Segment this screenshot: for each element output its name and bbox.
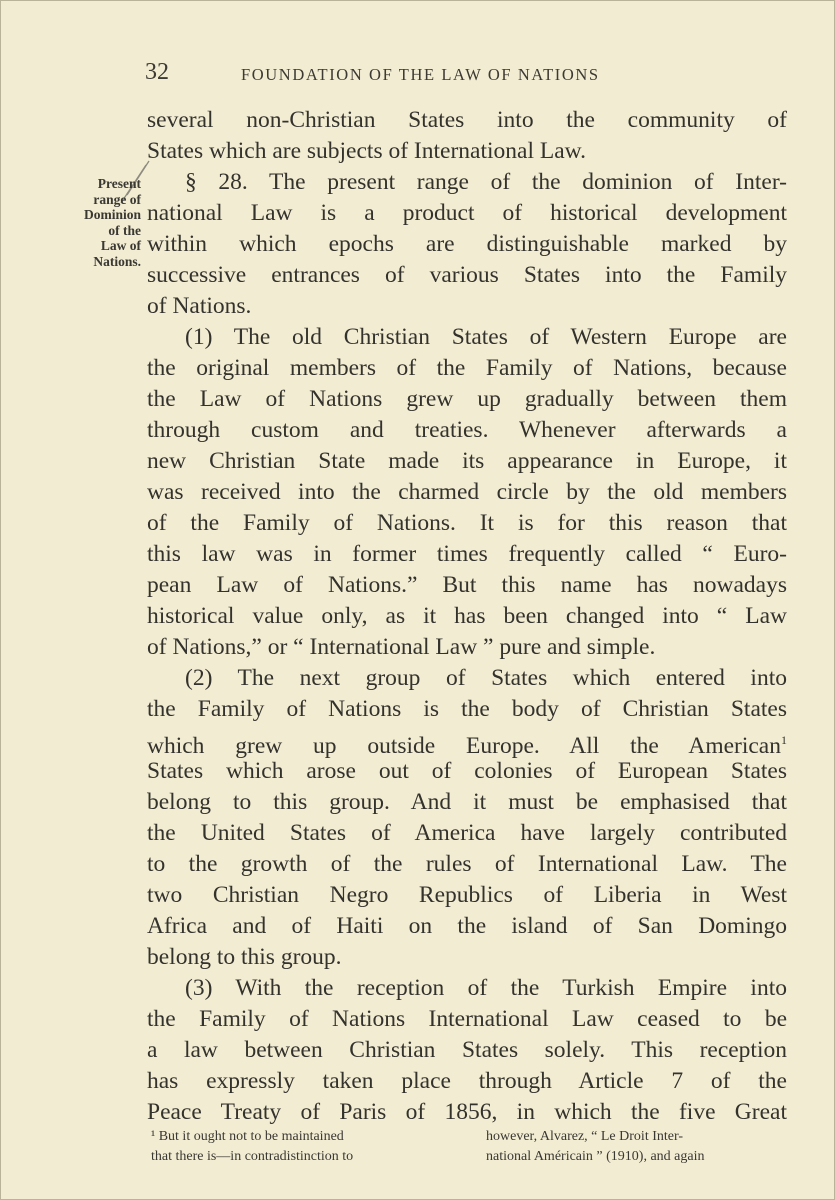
margin-note-line: range of: [93, 191, 141, 207]
text-line: within which epochs are distinguishable marked by: [147, 231, 787, 257]
text-line: (2) The next group of States which entered into: [185, 665, 787, 691]
text-line: national Law is a product of historical development: [147, 200, 787, 226]
text-line: the Family of Nations International Law ceased to be: [147, 1006, 787, 1032]
running-head: FOUNDATION OF THE LAW OF NATIONS: [241, 65, 600, 84]
text-line: successive entrances of various States into the Family: [147, 262, 787, 288]
text-line: historical value only, as it has been changed into “ Law: [147, 603, 787, 629]
margin-note-line: of the: [108, 222, 141, 238]
text-line: (1) The old Christian States of Western Europe are: [185, 324, 787, 350]
text-line: of the Family of Nations. It is for this reason that: [147, 510, 787, 536]
margin-note-line: Present: [97, 176, 141, 191]
text-line: the Law of Nations grew up gradually between them: [147, 386, 787, 412]
text-line: of Nations,” or “ International Law ” pure and simple.: [147, 634, 656, 660]
text-line: States which arose out of colonies of European States: [147, 758, 787, 784]
text-line: pean Law of Nations.” But this name has nowadays: [147, 572, 787, 598]
text-line: to the growth of the rules of International Law. The: [147, 851, 787, 877]
text-line: (3) With the reception of the Turkish Empire into: [185, 975, 787, 1001]
text-line: of Nations.: [147, 293, 252, 319]
footnote-reference: 1: [781, 733, 787, 747]
margin-note-line: Dominion: [83, 207, 141, 222]
text-line: this law was in former times frequently called “ Euro-: [147, 541, 787, 567]
text-line: has expressly taken place through Article 7 of the: [147, 1068, 787, 1094]
text-line: belong to this group. And it must be emphasised that: [147, 789, 787, 815]
text-line: Peace Treaty of Paris of 1856, in which the five Great: [147, 1099, 787, 1125]
footnote-line: ¹ But it ought not to be maintained: [151, 1129, 344, 1144]
text-line: States which are subjects of International Law.: [147, 138, 586, 164]
text-line: two Christian Negro Republics of Liberia in West: [147, 882, 787, 908]
text-line: the United States of America have largely contributed: [147, 820, 787, 846]
page-header: [141, 57, 791, 89]
text-line-content: which grew up outside Europe. All the American: [147, 733, 781, 759]
section-heading-line: § 28. The present range of the dominion of Inter-: [185, 169, 787, 195]
footnote-column-right: [486, 1127, 796, 1167]
text-line: the original members of the Family of Nations, because: [147, 355, 787, 381]
margin-note-line: Nations.: [93, 253, 141, 269]
footnote-column-left: [151, 1127, 461, 1167]
text-line: belong to this group.: [147, 944, 342, 970]
page-number: 32: [145, 59, 169, 85]
margin-note-line: Law of: [100, 238, 141, 253]
footnote-line: that there is—in contradistinction to: [151, 1149, 354, 1164]
text-line: several non-Christian States into the community of: [147, 107, 787, 133]
body-text: [147, 105, 787, 1128]
text-line: through custom and treaties. Whenever afterwards a: [147, 417, 787, 443]
text-line: Africa and of Haiti on the island of San Domingo: [147, 913, 787, 939]
footnote-line: however, Alvarez, “ Le Droit Inter-: [486, 1129, 684, 1144]
text-line: the Family of Nations is the body of Christian States: [147, 696, 787, 722]
margin-note: [41, 176, 141, 269]
text-line: was received into the charmed circle by the old members: [147, 479, 787, 505]
text-line: a law between Christian States solely. This reception: [147, 1037, 787, 1063]
footnote-line: national Américain ” (1910), and again: [486, 1149, 705, 1164]
text-line: [147, 725, 787, 759]
text-line: new Christian State made its appearance in Europe, it: [147, 448, 787, 474]
